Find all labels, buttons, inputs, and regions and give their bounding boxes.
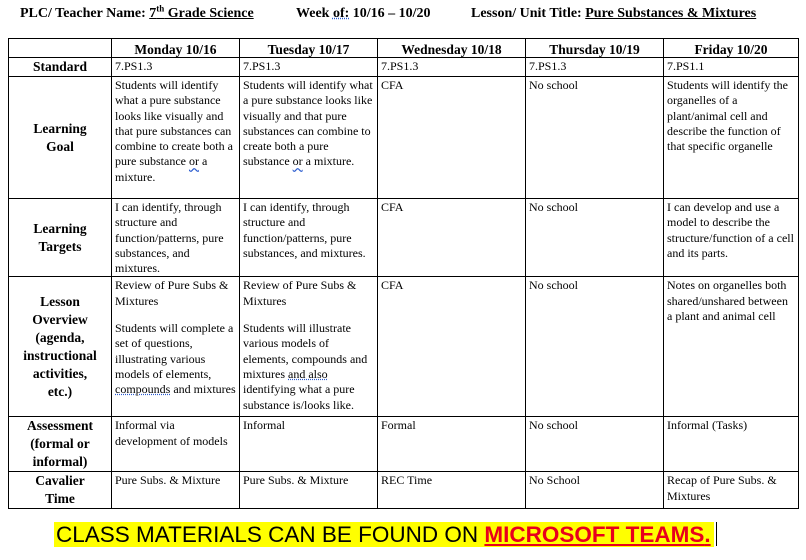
assessment-label-line: (formal or [30,436,90,452]
day-header-friday: Friday 10/20 [664,39,799,58]
lesson-overview-label [9,277,112,417]
assessment-label [9,417,112,472]
cavalier-label-line: Cavalier [35,473,85,489]
assessment-friday: Informal (Tasks) [664,417,799,472]
cell-text: Students will complete a set of questions, illustrating various models of elements, [115,321,234,381]
banner-text: CLASS MATERIALS CAN BE FOUND ON [56,522,485,547]
learning-targets-label [9,199,112,277]
grade-rest: Grade Science [164,6,254,21]
day-header-thursday: Thursday 10/19 [526,39,664,58]
cell-text: identifying what a pure substance is/looks like. [243,382,355,412]
learning-goal-label-line: Goal [46,138,74,154]
lesson-overview-label-line: activities, [32,365,88,381]
lesson-field [471,6,756,22]
lesson-overview-wednesday: CFA [378,277,526,417]
lesson-label: Lesson/ Unit Title: [471,6,586,21]
week-range: 10/16 – 10/20 [349,6,431,21]
class-materials-banner [54,521,754,549]
learning-goal-tuesday [240,77,378,199]
cavalier-friday: Recap of Pure Subs. & Mixtures [664,472,799,509]
teacher-name-field [20,3,254,22]
assessment-row [9,417,799,472]
learning-goal-thursday: No school [526,77,664,199]
learning-goal-row [9,77,799,199]
flagged-word: and also [288,366,328,381]
cavalier-label [9,472,112,509]
corner-cell [9,39,112,58]
lesson-overview-label-line: (agenda, [35,329,85,345]
learning-goal-label [9,77,112,199]
assessment-tuesday: Informal [240,417,378,472]
lesson-overview-thursday: No school [526,277,664,417]
cavalier-label-line: Time [45,491,75,507]
standard-monday: 7.PS1.3 [112,58,240,77]
cell-text: and mixtures [170,382,236,397]
assessment-wednesday: Formal [378,417,526,472]
flagged-word: compounds [115,382,171,397]
cavalier-thursday: No School [526,472,664,509]
assessment-label-line: informal) [32,454,88,470]
assessment-thursday: No school [526,417,664,472]
standard-tuesday: 7.PS1.3 [240,58,378,77]
lesson-overview-monday [112,277,240,417]
standard-row [9,58,799,77]
learning-targets-label-line: Targets [38,238,82,254]
grade-number: 7 [149,6,157,21]
grade-suffix: th [156,3,165,14]
learning-targets-wednesday: CFA [378,199,526,277]
learning-targets-label-line: Learning [33,220,87,236]
banner-period: . [704,522,711,547]
review-text: Review of Pure Subs & Mixtures [243,278,357,308]
day-header-monday: Monday 10/16 [112,39,240,58]
lesson-overview-label-line: etc.) [47,383,73,399]
assessment-label-line: Assessment [27,418,93,434]
learning-goal-wednesday: CFA [378,77,526,199]
cavalier-wednesday: REC Time [378,472,526,509]
page-header [20,3,800,26]
standard-thursday: 7.PS1.3 [526,58,664,77]
assessment-monday: Informal via development of models [112,417,240,472]
week-of: of: [332,6,350,21]
cell-text: Students will identify what a pure substance looks like visually and that pure substances can combine to create both a pure substance [115,78,233,169]
week-label: Week [296,6,333,21]
learning-targets-friday: I can develop and use a model to describe the structure/function of a cell and its parts. [664,199,799,277]
activity-text [243,321,374,413]
learning-goal-friday: Students will identify the organelles of a plant/animal cell and describe the function of that specific organelle [664,77,799,199]
text-cursor [716,522,717,546]
cavalier-row [9,472,799,509]
cavalier-monday: Pure Subs. & Mixture [112,472,240,509]
lesson-title: Pure Substances & Mixtures [585,6,757,21]
lesson-overview-label-line: instructional [23,347,97,363]
learning-targets-thursday: No school [526,199,664,277]
lesson-overview-label-line: Overview [32,311,88,327]
week-field [296,6,431,22]
review-text: Review of Pure Subs & Mixtures [115,278,229,308]
learning-goal-label-line: Learning [33,120,87,136]
flagged-word: or [188,154,199,169]
banner-highlight [54,522,714,547]
cavalier-tuesday: Pure Subs. & Mixture [240,472,378,509]
activity-text [115,321,236,397]
learning-targets-row [9,199,799,277]
cell-text: a mixture. [302,154,355,169]
cell-text: a mixture. [115,154,208,184]
learning-targets-monday: I can identify, through structure and function/patterns, pure substances, and mixtures. [112,199,240,277]
standard-friday: 7.PS1.1 [664,58,799,77]
flagged-word: or [292,154,303,169]
plc-label: PLC/ Teacher Name: [20,6,146,21]
day-header-tuesday: Tuesday 10/17 [240,39,378,58]
grade-text [149,3,254,21]
learning-targets-tuesday: I can identify, through structure and function/patterns, pure substances, and mixtures. [240,199,378,277]
cell-text: Students will illustrate various models of elements, compounds and mixtures [243,321,368,381]
lesson-overview-row [9,277,799,417]
standard-wednesday: 7.PS1.3 [378,58,526,77]
microsoft-teams-link[interactable]: MICROSOFT TEAMS [484,522,705,547]
cell-text: Students will identify what a pure substance looks like visually and that pure substances can combine to create both a pure substance [243,78,373,169]
lesson-plan-table [8,38,799,509]
lesson-overview-tuesday [240,277,378,417]
lesson-overview-label-line: Lesson [40,293,80,309]
day-header-wednesday: Wednesday 10/18 [378,39,526,58]
lesson-overview-friday: Notes on organelles both shared/unshared between a plant and animal cell [664,277,799,417]
standard-label: Standard [9,58,112,77]
day-header-row [9,39,799,58]
learning-goal-monday [112,77,240,199]
